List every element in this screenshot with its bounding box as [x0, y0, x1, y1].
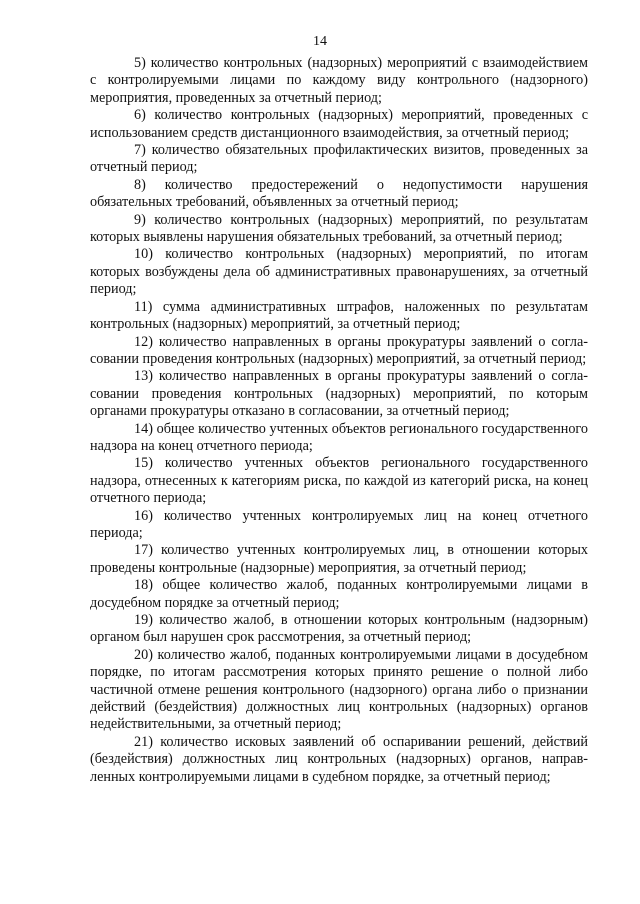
- list-item-7: 7) количество обязательных профилактических визитов, проведенных за отчетный период;: [90, 142, 588, 176]
- list-item-15: 15) количество учтенных объектов регионального государственного надзора, отнесенных к категориям риска, по каждой из категорий риска, на конец отчетного периода;: [90, 455, 588, 507]
- list-item-9: 9) количество контрольных (надзорных) мероприятий, по результатам которых выявлены нарушения обязательных требований, за отчетный период;: [90, 211, 588, 246]
- list-item-19: 19) количество жалоб, в отношении которых контрольным (надзорным) органом был нарушен срок рассмотрения, за отчетный период;: [90, 612, 588, 646]
- list-item-8: 8) количество предостережений о недопустимости нарушения обязательных требований, объявленных за отчетный период;: [90, 176, 588, 211]
- list-item-12: 12) количество направленных в органы прокуратуры заявлений о согласовании проведения контрольных (надзорных) мероприятий, за отчетный период;: [90, 333, 588, 367]
- document-body: [90, 55, 588, 786]
- list-item-6: 6) количество контрольных (надзорных) мероприятий, проведенных с использованием средств дистанционного взаимодействия, за отчетный период;: [90, 107, 588, 141]
- list-item-10: 10) количество контрольных (надзорных) мероприятий, по итогам которых возбуждены дела об административных правонарушениях, за отчетный период;: [90, 246, 588, 298]
- list-item-13: 13) количество направленных в органы прокуратуры заявлений о согласовании проведения контрольных (надзорных) мероприятий, по которым органами прокуратуры отказано в согласовании, за отчетный период;: [90, 368, 588, 420]
- list-item-21: 21) количество исковых заявлений об оспаривании решений, действий (бездействия) должностных лиц контрольных (надзорных) органов, направленных контролируемыми лицами в судебном порядке, за отчетный период;: [90, 733, 588, 785]
- list-item-20: 20) количество жалоб, поданных контролируемыми лицами в досудебном порядке, по итогам рассмотрения которых принято решение о полной либо частичной отмене решения контрольного (надзорного) органа либо о признании действий (бездействия) должностных лиц контрольных (надзорных) органов недействительными, за отчетный период;: [90, 646, 588, 733]
- list-item-14: 14) общее количество учтенных объектов регионального государственного надзора на конец отчетного периода;: [90, 420, 588, 454]
- list-item-11: 11) сумма административных штрафов, наложенных по результатам контрольных (надзорных) мероприятий, за отчетный период;: [90, 298, 588, 333]
- list-item-5: 5) количество контрольных (надзорных) мероприятий с взаимодействием с контролируемыми лицами по каждому виду контрольного (надзорного) мероприятия, проведенных за отчетный период;: [90, 55, 588, 106]
- list-item-17: 17) количество учтенных контролируемых лиц, в отношении которых проведены контрольные (надзорные) мероприятия, за отчетный период;: [90, 542, 588, 576]
- page-number: 14: [313, 34, 327, 49]
- list-item-16: 16) количество учтенных контролируемых лиц на конец отчетного периода;: [90, 507, 588, 541]
- list-item-18: 18) общее количество жалоб, поданных контролируемыми лицами в досудебном порядке за отчетный период;: [90, 577, 588, 611]
